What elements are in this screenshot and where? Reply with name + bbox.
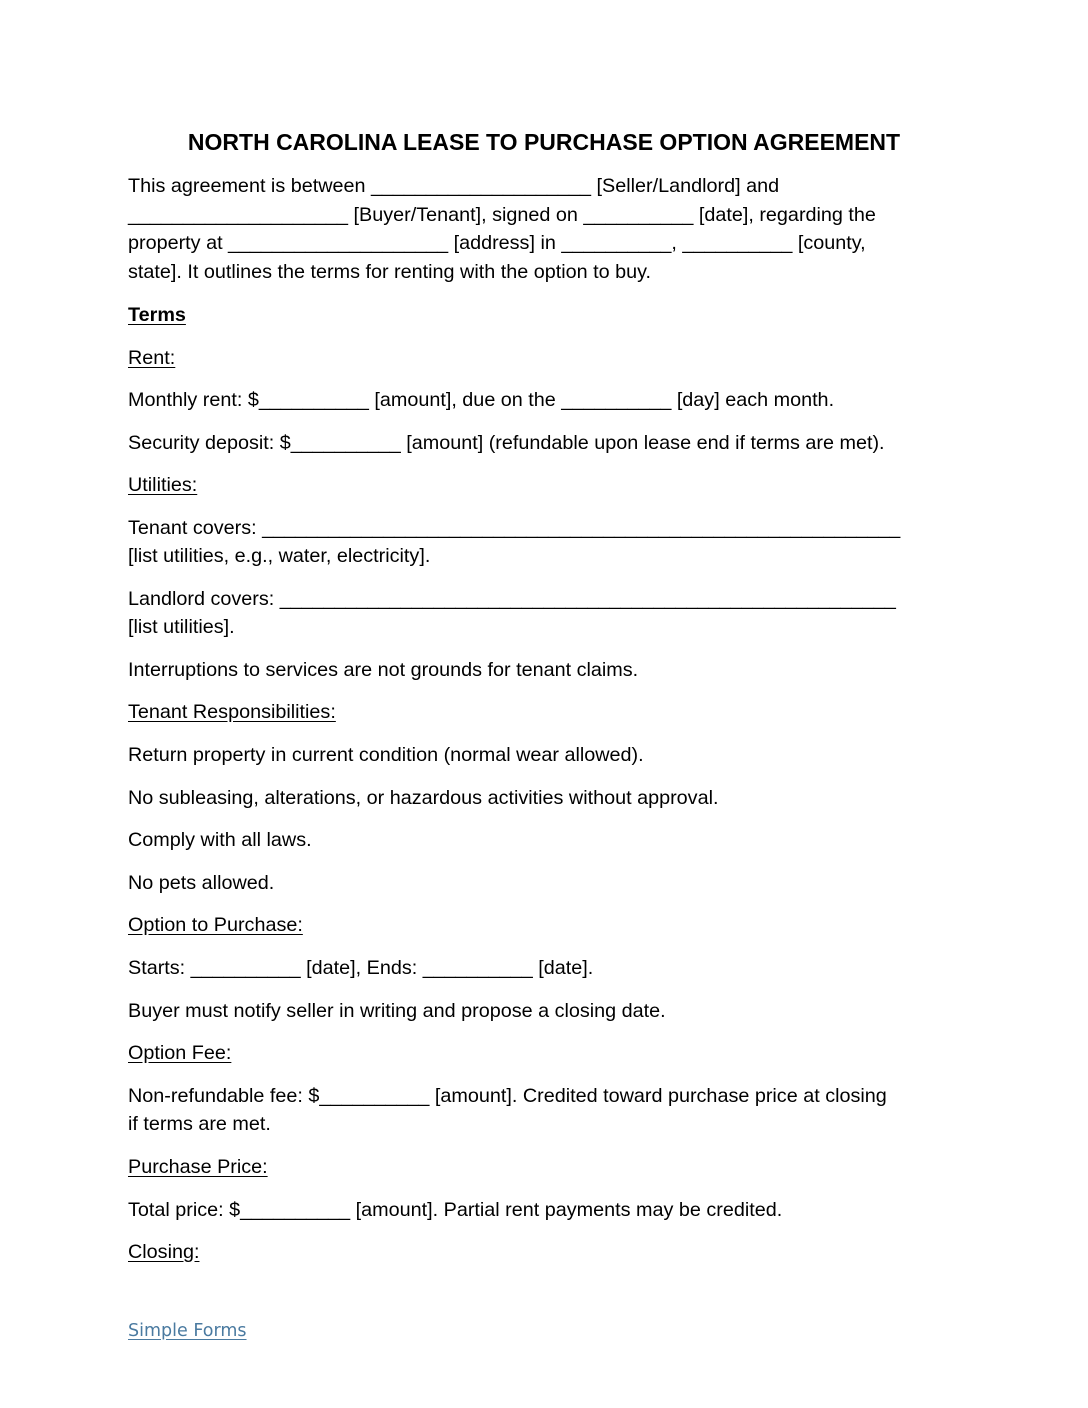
terms-heading: Terms [128,304,186,326]
purchase-price-heading: Purchase Price: [128,1156,268,1178]
rent-heading: Rent: [128,347,176,369]
intro-line-1: This agreement is between ____________________ [Seller/Landlord] and [128,175,780,197]
tenant-responsibilities-heading: Tenant Responsibilities: [128,701,336,723]
responsibility-item: No subleasing, alterations, or hazardous activities without approval. [128,787,719,809]
simple-forms-link[interactable]: Simple Forms [128,1321,247,1341]
option-notify: Buyer must notify seller in writing and propose a closing date. [128,1000,666,1022]
utilities-heading: Utilities: [128,474,198,496]
rent-deposit: Security deposit: $__________ [amount] (refundable upon lease end if terms are met). [128,432,885,454]
document-title: NORTH CAROLINA LEASE TO PURCHASE OPTION AGREEMENT [187,129,901,155]
responsibility-item: Comply with all laws. [128,829,312,851]
intro-line-2: ____________________ [Buyer/Tenant], signed on __________ [date], regarding the [128,204,876,226]
intro-line-3: property at ____________________ [address] in __________, __________ [county, [128,232,866,254]
option-fee-line-2: if terms are met. [128,1113,271,1135]
rent-monthly: Monthly rent: $__________ [amount], due on the __________ [day] each month. [128,389,835,411]
purchase-price-total: Total price: $__________ [amount]. Partial rent payments may be credited. [128,1199,783,1221]
utilities-landlord-line-2: [list utilities]. [128,616,235,638]
responsibility-item: Return property in current condition (normal wear allowed). [128,744,644,766]
option-to-purchase-heading: Option to Purchase: [128,914,303,936]
intro-line-4: state]. It outlines the terms for renting with the option to buy. [128,261,652,283]
utilities-interruptions: Interruptions to services are not grounds for tenant claims. [128,659,639,681]
closing-heading: Closing: [128,1241,200,1263]
utilities-tenant-line-2: [list utilities, e.g., water, electricity]. [128,545,431,567]
option-fee-line-1: Non-refundable fee: $__________ [amount]. Credited toward purchase price at closing [128,1085,887,1107]
responsibility-item: No pets allowed. [128,872,275,894]
option-fee-heading: Option Fee: [128,1042,232,1064]
utilities-landlord-line-1: Landlord covers: ________________________________________________________ [128,588,896,610]
utilities-tenant-line-1: Tenant covers: __________________________________________________________ [128,517,901,539]
option-dates: Starts: __________ [date], Ends: __________ [date]. [128,957,594,979]
